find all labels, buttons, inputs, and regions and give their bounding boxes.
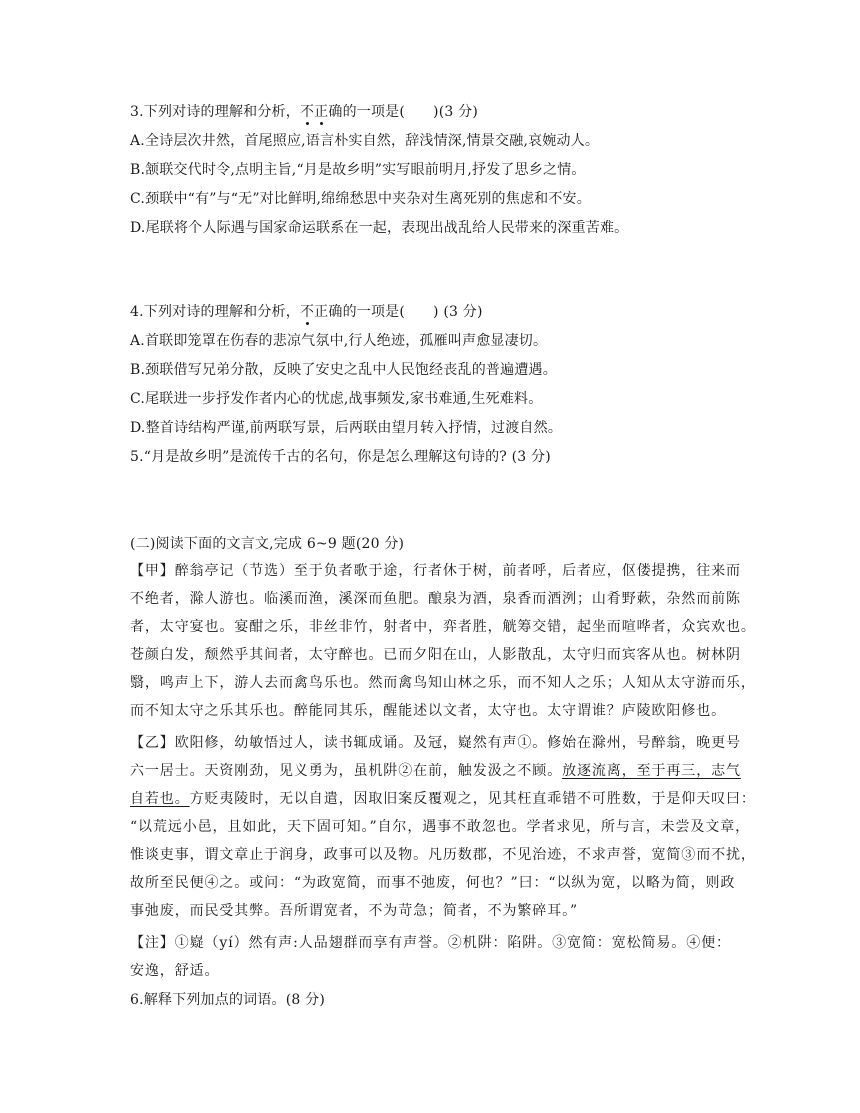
q3-option-a: A.全诗层次井然，首尾照应,语言朴实自然，辞浅情深,情景交融,哀婉动人。 [130, 133, 600, 149]
yi-text-line: 故所至民便④之。或问：“为政宽简，而事不弛废，何也？”曰：“以纵为宽，以略为简，则政 [130, 875, 736, 891]
q6-stem: 6.解释下列加点的词语。(8 分) [130, 992, 326, 1008]
q4-option-c: C.尾联进一步抒发作者内心的忧虑,战事频发,家书难通,生死难料。 [130, 391, 543, 407]
yi-text-line: 惟谈吏事，谓文章止于润身，政事可以及物。凡历数郡，不见治迹，不求声誉，宽简③而不扰， [130, 847, 756, 863]
q3-option-c: C.颈联中“有”与“无”对比鲜明,绵绵愁思中夹杂对生离死别的焦虑和不安。 [130, 191, 591, 207]
note-line: 【注】①嶷（yí）然有声:人品翅群而享有声誉。②机阱：陷阱。③宽简：宽松简易。④便： [130, 935, 731, 951]
q4-option-d: D.整首诗结构严谨,前两联写景，后两联由望月转入抒情，过渡自然。 [130, 420, 563, 436]
yi-text-line: “以荒远小邑，且如此，天下固可知。”自尔，遇事不敢忽也。学者求见，所与言，未尝及文章， [130, 819, 751, 835]
q3-option-d: D.尾联将个人际遇与国家命运联系在一起，表现出战乱给人民带来的深重苦难。 [130, 220, 629, 236]
yi-text-line: 【乙】欧阳修，幼敏悟过人，读书辄成诵。及冠，嶷然有声①。修始在滁州，号醉翁，晚更号 [130, 735, 741, 751]
q3-option-b: B.颔联交代时令,点明主旨,“月是故乡明”实写眼前明月,抒发了思乡之情。 [130, 162, 586, 178]
q4-option-a: A.首联即笼罩在伤春的悲凉气氛中,行人绝迹，孤雁叫声愈显凄切。 [130, 333, 548, 349]
jia-text-line: 【甲】醉翁亭记（节选）至于负者歌于途，行者休于树，前者呼，后者应，伛偻提携，往来而 [130, 563, 741, 579]
q4-stem: 4.下列对诗的理解和分析，不正确的一项是( ) (3 分) [130, 304, 483, 320]
section-2-title: (二)阅读下面的文言文,完成 6~9 题(20 分) [130, 536, 405, 552]
yi-text-line: 自若也。方贬夷陵时，无以自遣，因取旧案反覆观之，见其枉直乖错不可胜数，于是仰天叹曰： [130, 791, 756, 807]
jia-text-line: 翳，鸣声上下，游人去而禽鸟乐也。然而禽鸟知山林之乐，而不知人之乐；人知从太守游而乐， [130, 675, 756, 691]
emphasis-dot-char: 不 [299, 104, 315, 120]
underlined-sentence: 自若也。 [130, 791, 190, 807]
underlined-sentence: 放逐流离，至于再三，志气 [562, 763, 741, 779]
jia-text-line: 不绝者，滁人游也。临溪而渔，溪深而鱼肥。酿泉为酒，泉香而酒洌；山肴野蔌，杂然而前陈 [130, 591, 741, 607]
jia-text-line: 者，太守宴也。宴酣之乐，非丝非竹，射者中，弈者胜，觥筹交错，起坐而喧哗者，众宾欢也。 [130, 619, 756, 635]
q5-stem: 5.“月是故乡明”是流传千古的名句，你是怎么理解这句诗的? (3 分) [130, 449, 551, 465]
yi-text-line: 六一居士。天资刚劲，见义勇为，虽机阱②在前，触发汲之不顾。放逐流离，至于再三，志气 [130, 763, 741, 779]
jia-text-line: 而不知太守之乐其乐也。醉能同其乐，醒能述以文者，太守也。太守谓谁？庐陵欧阳修也。 [130, 703, 726, 719]
q3-stem: 3.下列对诗的理解和分析，不正确的一项是( )(3 分) [130, 104, 478, 120]
emphasis-dot-char: 不 [299, 304, 315, 320]
yi-text-line: 事弛废，而民受其弊。吾所谓宽者，不为苛急；简者，不为繁碎耳。” [130, 903, 579, 919]
jia-text-line: 苍颜白发，颓然乎其间者，太守醉也。已而夕阳在山，人影散乱，太守归而宾客从也。树林阴 [130, 647, 741, 663]
emphasis-dot-char: 正 [314, 104, 329, 120]
note-line: 安逸，舒适。 [130, 963, 220, 979]
q4-option-b: B.颈联借写兄弟分散，反映了安史之乱中人民饱经丧乱的普遍遭遇。 [130, 362, 557, 378]
